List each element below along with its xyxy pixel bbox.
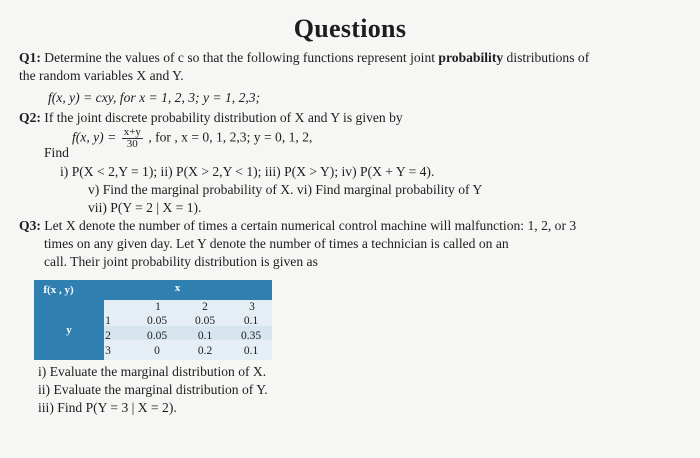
table-cell: 0.05 bbox=[194, 315, 216, 327]
q1-text-a: Determine the values of c so that the following functions represent joint bbox=[40, 50, 439, 65]
q2-formula bbox=[72, 127, 312, 150]
table-y-header: y bbox=[34, 300, 104, 360]
q3-line-2: times on any given day. Let Y denote the number of times a technician is called on an bbox=[44, 236, 509, 251]
q2-fraction bbox=[122, 127, 143, 150]
joint-distribution-table bbox=[34, 280, 272, 360]
q3-task-3: iii) Find P(Y = 3 | X = 2). bbox=[38, 400, 177, 415]
table-cell: 0.2 bbox=[197, 345, 213, 357]
y-value: 2 bbox=[105, 330, 111, 342]
q3-task-1: i) Evaluate the marginal distribution of X. bbox=[38, 364, 267, 379]
table-cell: 0.35 bbox=[240, 330, 262, 342]
table-cell: 0.05 bbox=[146, 330, 168, 342]
q3-line-3: call. Their joint probability distribution is given as bbox=[44, 254, 318, 269]
q2-formula-rhs: , for , x = 0, 1, 2,3; y = 0, 1, 2, bbox=[148, 129, 313, 145]
q1-label: Q1: bbox=[19, 50, 41, 65]
page-title: Questions bbox=[293, 14, 407, 43]
q2-text: If the joint discrete probability distribution of X and Y is given by bbox=[40, 110, 403, 125]
y-value: 1 bbox=[105, 315, 111, 327]
q1-formula: f(x, y) = cxy, for x = 1, 2, 3; y = 1, 2,3; bbox=[48, 90, 261, 105]
q2-line-1 bbox=[19, 110, 403, 126]
q1-text-b: distributions of bbox=[503, 50, 590, 65]
x-value: 2 bbox=[202, 301, 208, 313]
q2-parts-2: v) Find the marginal probability of X. vi) Find marginal probability of Y bbox=[88, 182, 483, 197]
y-value: 3 bbox=[105, 345, 111, 357]
table-cell: 0.1 bbox=[243, 345, 259, 357]
q2-parts-1: i) P(X < 2,Y = 1); ii) P(X > 2,Y < 1); iii) P(X > Y); iv) P(X + Y = 4). bbox=[60, 164, 435, 179]
table-corner-label: f(x , y) bbox=[34, 280, 83, 300]
table-cell: 0.1 bbox=[197, 330, 213, 342]
q3-text-1: Let X denote the number of times a certain numerical control machine will malfunction: 1, 2, or 3 bbox=[40, 218, 577, 233]
x-value: 3 bbox=[249, 301, 255, 313]
q3-task-2: ii) Evaluate the marginal distribution of Y. bbox=[38, 382, 268, 397]
q1-line-2: the random variables X and Y. bbox=[19, 68, 184, 83]
table-cell: 0 bbox=[154, 345, 160, 357]
q3-line-1 bbox=[19, 218, 576, 234]
q2-frac-numerator: x+y bbox=[123, 126, 141, 138]
q2-parts-3: vii) P(Y = 2 | X = 1). bbox=[88, 200, 202, 215]
table-cell: 0.05 bbox=[146, 315, 168, 327]
q2-formula-lhs: f(x, y) = bbox=[72, 129, 117, 145]
table-x-header: x bbox=[83, 280, 272, 300]
q3-label: Q3: bbox=[19, 218, 41, 233]
q2-find: Find bbox=[44, 145, 69, 160]
q2-label: Q2: bbox=[19, 110, 41, 125]
q1-line-1 bbox=[19, 50, 589, 66]
q1-bold-word: probability bbox=[438, 50, 504, 65]
table-cell: 0.1 bbox=[243, 315, 259, 327]
q2-frac-denominator: 30 bbox=[126, 138, 138, 150]
x-value: 1 bbox=[155, 301, 161, 313]
